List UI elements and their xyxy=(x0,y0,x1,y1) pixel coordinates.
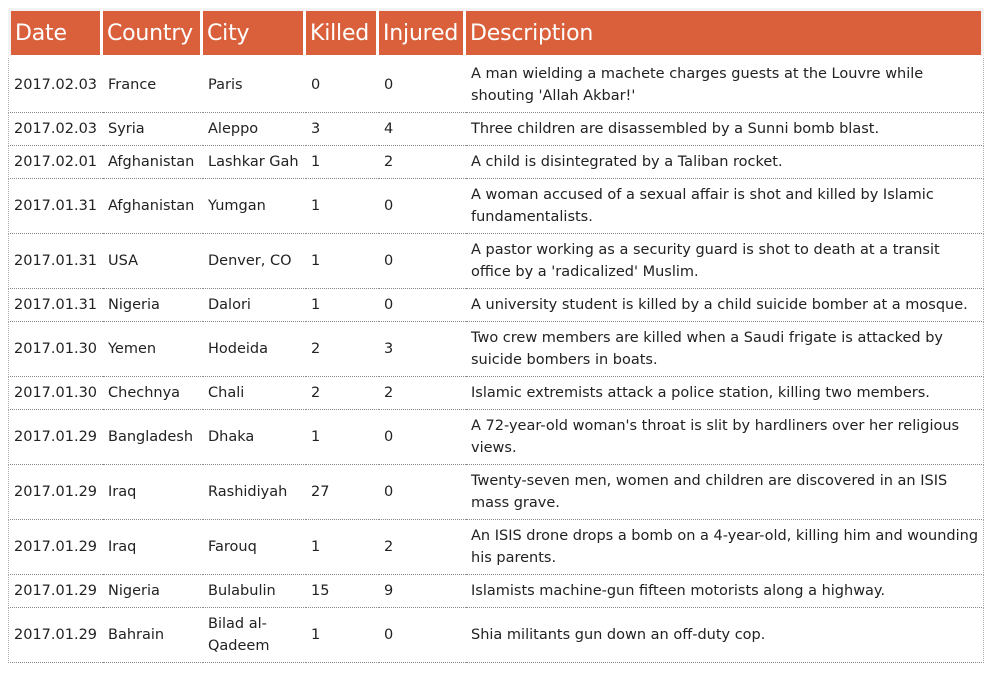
cell-date: 2017.01.31 xyxy=(8,234,103,289)
cell-description: A university student is killed by a child suicide bomber at a mosque. xyxy=(466,289,984,322)
cell-description: Twenty-seven men, women and children are discovered in an ISIS mass grave. xyxy=(466,465,984,520)
cell-injured: 0 xyxy=(379,58,466,113)
cell-description: A child is disintegrated by a Taliban rocket. xyxy=(466,146,984,179)
table-row xyxy=(8,608,984,663)
cell-city: Dhaka xyxy=(203,410,306,465)
cell-description: Three children are disassembled by a Sunni bomb blast. xyxy=(466,113,984,146)
incident-table xyxy=(8,8,984,663)
cell-description: Shia militants gun down an off-duty cop. xyxy=(466,608,984,663)
cell-city: Farouq xyxy=(203,520,306,575)
column-header-city: City xyxy=(203,8,306,58)
table-row xyxy=(8,377,984,410)
cell-city: Chali xyxy=(203,377,306,410)
cell-date: 2017.01.29 xyxy=(8,520,103,575)
cell-injured: 2 xyxy=(379,520,466,575)
cell-city: Denver, CO xyxy=(203,234,306,289)
cell-date: 2017.01.29 xyxy=(8,575,103,608)
column-header-date: Date xyxy=(8,8,103,58)
cell-city: Lashkar Gah xyxy=(203,146,306,179)
cell-killed: 27 xyxy=(306,465,379,520)
header-row xyxy=(8,8,984,58)
cell-country: USA xyxy=(103,234,203,289)
cell-country: Afghanistan xyxy=(103,146,203,179)
cell-city: Yumgan xyxy=(203,179,306,234)
table-row xyxy=(8,520,984,575)
table-body xyxy=(8,58,984,663)
cell-injured: 0 xyxy=(379,465,466,520)
cell-injured: 4 xyxy=(379,113,466,146)
cell-injured: 0 xyxy=(379,608,466,663)
cell-killed: 1 xyxy=(306,608,379,663)
cell-country: Iraq xyxy=(103,520,203,575)
column-header-killed: Killed xyxy=(306,8,379,58)
cell-description: A man wielding a machete charges guests at the Louvre while shouting 'Allah Akbar!' xyxy=(466,58,984,113)
table-row xyxy=(8,410,984,465)
cell-city: Paris xyxy=(203,58,306,113)
table-row xyxy=(8,322,984,377)
cell-killed: 2 xyxy=(306,377,379,410)
cell-city: Rashidiyah xyxy=(203,465,306,520)
cell-description: A woman accused of a sexual affair is shot and killed by Islamic fundamentalists. xyxy=(466,179,984,234)
cell-killed: 1 xyxy=(306,520,379,575)
table-row xyxy=(8,146,984,179)
cell-country: Nigeria xyxy=(103,289,203,322)
cell-country: France xyxy=(103,58,203,113)
cell-injured: 0 xyxy=(379,410,466,465)
cell-date: 2017.01.30 xyxy=(8,322,103,377)
table-row xyxy=(8,113,984,146)
cell-description: Islamists machine-gun fifteen motorists along a highway. xyxy=(466,575,984,608)
column-header-injured: Injured xyxy=(379,8,466,58)
column-header-description: Description xyxy=(466,8,984,58)
column-header-country: Country xyxy=(103,8,203,58)
table-row xyxy=(8,234,984,289)
cell-injured: 0 xyxy=(379,179,466,234)
table-row xyxy=(8,179,984,234)
cell-injured: 3 xyxy=(379,322,466,377)
cell-injured: 2 xyxy=(379,377,466,410)
cell-date: 2017.01.31 xyxy=(8,179,103,234)
cell-injured: 0 xyxy=(379,289,466,322)
cell-city: Bulabulin xyxy=(203,575,306,608)
cell-killed: 1 xyxy=(306,289,379,322)
cell-injured: 0 xyxy=(379,234,466,289)
cell-killed: 15 xyxy=(306,575,379,608)
cell-country: Chechnya xyxy=(103,377,203,410)
cell-date: 2017.01.29 xyxy=(8,465,103,520)
table-row xyxy=(8,58,984,113)
cell-country: Afghanistan xyxy=(103,179,203,234)
cell-city: Aleppo xyxy=(203,113,306,146)
cell-injured: 2 xyxy=(379,146,466,179)
cell-killed: 2 xyxy=(306,322,379,377)
cell-date: 2017.01.30 xyxy=(8,377,103,410)
cell-description: Two crew members are killed when a Saudi frigate is attacked by suicide bombers in boats. xyxy=(466,322,984,377)
table-header xyxy=(8,8,984,58)
cell-date: 2017.01.29 xyxy=(8,608,103,663)
cell-date: 2017.02.03 xyxy=(8,58,103,113)
cell-country: Bangladesh xyxy=(103,410,203,465)
incident-table-container xyxy=(8,8,984,663)
cell-killed: 1 xyxy=(306,146,379,179)
cell-killed: 3 xyxy=(306,113,379,146)
cell-country: Nigeria xyxy=(103,575,203,608)
table-row xyxy=(8,575,984,608)
cell-description: An ISIS drone drops a bomb on a 4-year-old, killing him and wounding his parents. xyxy=(466,520,984,575)
cell-description: A 72-year-old woman's throat is slit by hardliners over her religious views. xyxy=(466,410,984,465)
cell-country: Yemen xyxy=(103,322,203,377)
cell-date: 2017.02.03 xyxy=(8,113,103,146)
cell-country: Bahrain xyxy=(103,608,203,663)
table-row xyxy=(8,289,984,322)
cell-city: Hodeida xyxy=(203,322,306,377)
cell-country: Syria xyxy=(103,113,203,146)
cell-killed: 1 xyxy=(306,179,379,234)
cell-killed: 1 xyxy=(306,410,379,465)
cell-killed: 1 xyxy=(306,234,379,289)
cell-date: 2017.01.29 xyxy=(8,410,103,465)
cell-description: Islamic extremists attack a police station, killing two members. xyxy=(466,377,984,410)
cell-date: 2017.02.01 xyxy=(8,146,103,179)
cell-country: Iraq xyxy=(103,465,203,520)
cell-city: Dalori xyxy=(203,289,306,322)
cell-city: Bilad al-Qadeem xyxy=(203,608,306,663)
cell-injured: 9 xyxy=(379,575,466,608)
cell-killed: 0 xyxy=(306,58,379,113)
cell-description: A pastor working as a security guard is shot to death at a transit office by a 'radicalized' Muslim. xyxy=(466,234,984,289)
table-row xyxy=(8,465,984,520)
cell-date: 2017.01.31 xyxy=(8,289,103,322)
